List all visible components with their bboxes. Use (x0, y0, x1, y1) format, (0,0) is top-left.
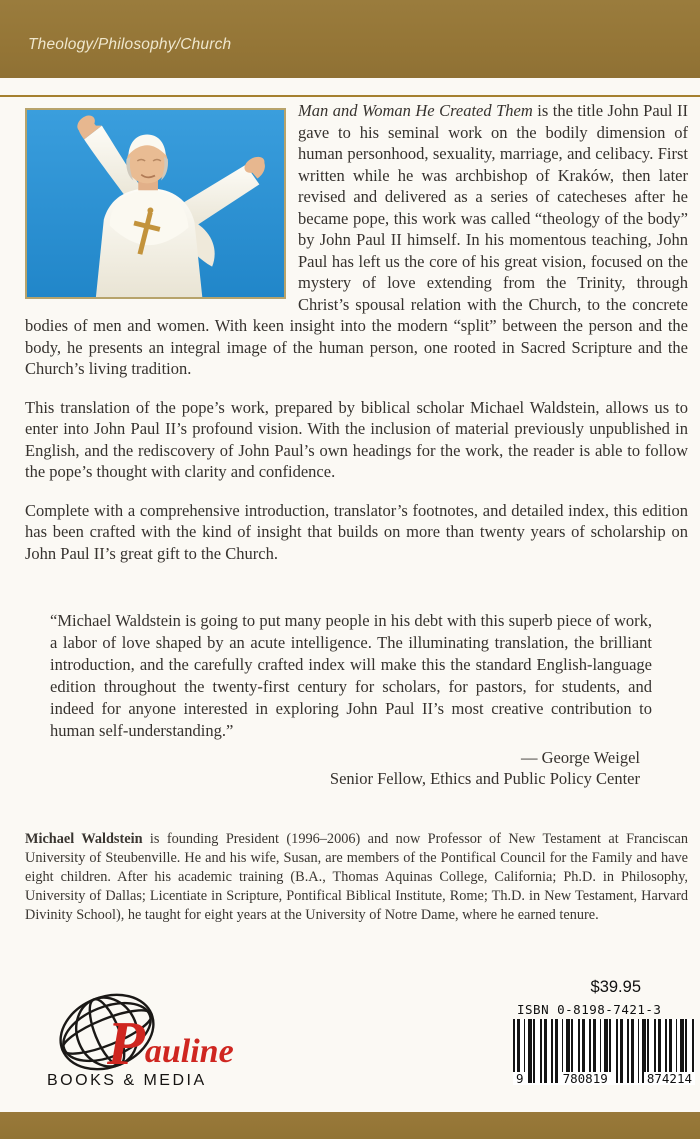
logo-initial: P (107, 1010, 145, 1078)
publisher-footer (0, 972, 700, 1112)
globe-icon (45, 990, 235, 1078)
barcode-digits: 9 780819 874214 (513, 1072, 695, 1085)
book-title-italic: Man and Woman He Created Them (298, 101, 533, 120)
pope-john-paul-ii-photo (25, 108, 286, 299)
description-paragraph-1: Man and Woman He Created Them is the title John Paul II gave to his seminal work on the bodily dimension of human personhood, sexuality, marriage, and celibacy. First written while he was archbishop of Kraków, then later revised and delivered as a series of catecheses after he became pope, this work was called “theology of the body” by John Paul II himself. In his momentous teaching, John Paul has left us the core of his great vision, focused on the mystery of love extending from the Trinity, through Christ’s spousal relation with the Church, to the concrete bodies of men and women. With keen insight into the modern “split” between the person and the body, he presents an integral image of the human person, one rooted in Sacred Scripture and the Church’s living tradition. (25, 101, 688, 378)
author-name: Michael Waldstein (25, 831, 143, 847)
category-bar (0, 0, 700, 78)
description-paragraph-2: This translation of the pope’s work, prepared by biblical scholar Michael Waldstein, allows us to enter into John Paul II’s profound vision. With the inclusion of material previously unpublished in English, and the rediscovery of John Paul’s own headings for the work, the reader is able to follow the pope’s thought with clarity and confidence. (25, 397, 688, 481)
endorsement-attribution-title: Senior Fellow, Ethics and Public Policy Center (329, 769, 640, 788)
logo-name-rest: auline (144, 1033, 234, 1070)
ean-barcode (513, 1019, 695, 1085)
price-and-barcode (513, 978, 695, 1085)
category-label: Theology/Philosophy/Church (28, 36, 232, 53)
pauline-books-media-logo (45, 990, 235, 1090)
divider-line (0, 95, 700, 97)
logo-tagline: BOOKS & MEDIA (47, 1072, 207, 1089)
pope-photo-illustration (27, 110, 284, 297)
endorsement-attribution: — George Weigel (520, 748, 640, 767)
author-bio: Michael Waldstein is founding President (1996–2006) and now Professor of New Testament at Franciscan University of Steubenville. He and his wife, Susan, are members of the Pontifical Council for the Family and have eight children. After his academic training (B.A., Thomas Aquinas College, California; Ph.D. in Philosophy, University of Dallas; Licentiate in Scripture, Pontifical Biblical Institute, Rome; Th.D. in New Testament, Harvard Divinity School), he taught for eight years at the University of Notre Dame, where he earned tenure. (25, 831, 689, 923)
endorsement-quote: “Michael Waldstein is going to put many people in his debt with this superb piece of work, a labor of love shaped by an acute intelligence. The illuminating translation, the brilliant introduction, and the carefully crafted index will make this the standard English-language edition throughout the twenty-first century for scholars, for pastors, for students, and indeed for anyone interested in exploring John Paul II’s most creative contribution to human self-understanding.” (50, 611, 652, 740)
description-paragraph-3: Complete with a comprehensive introduction, translator’s footnotes, and detailed index, this edition has been crafted with the kind of insight that builds on more than twenty years of scholarship on John Paul II’s great gift to the Church. (25, 500, 688, 563)
back-cover-text (0, 78, 700, 925)
isbn-label: ISBN 0-8198-7421-3 (517, 1002, 662, 1017)
svg-text:Pauline (106, 1010, 234, 1078)
bottom-band (0, 1112, 700, 1139)
price: $39.95 (590, 978, 641, 996)
